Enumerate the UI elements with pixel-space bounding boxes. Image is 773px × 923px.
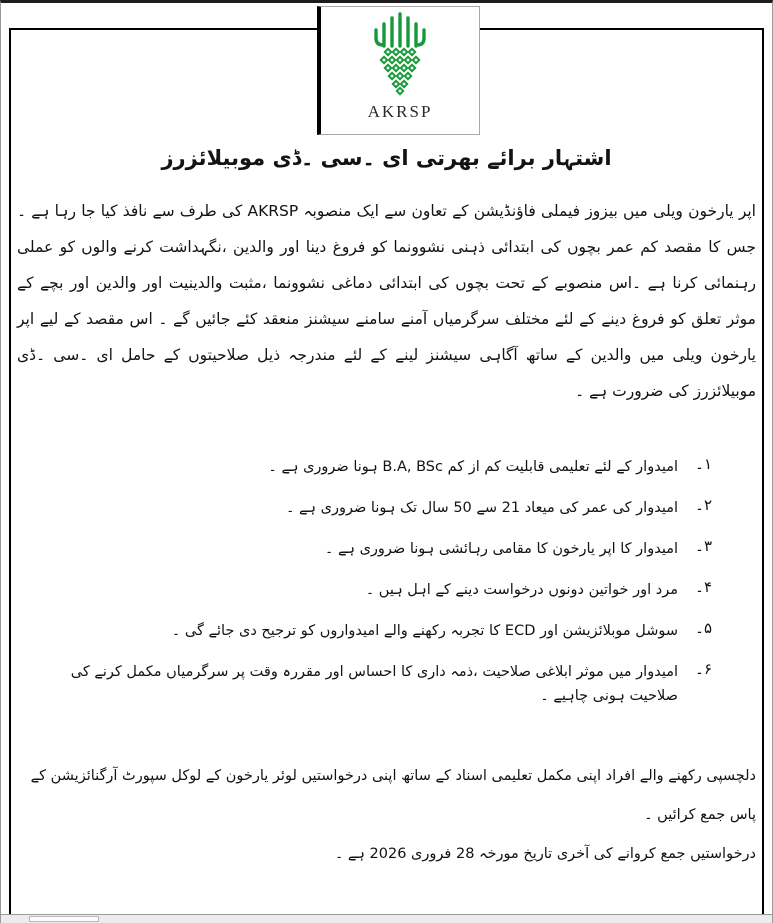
closing-paragraph [17,757,756,874]
horizontal-scrollbar[interactable] [1,914,772,923]
item-number: ۵۔ [695,619,712,637]
item-number: ۶۔ [695,660,712,678]
item-number: ۴۔ [695,578,712,596]
scrollbar-thumb[interactable] [29,916,99,922]
closing-line: درخواستیں جمع کروانے کی آخری تاریخ مورخہ 28 فروری 2026 ہے ۔ [334,846,756,862]
item-text: امیدوار میں موثر ابلاغی صلاحیت ،ذمہ داری کا احساس اور مقررہ وقت پر سرگرمیاں مکمل کرنے کی صلاحیت ہونی چاہیے ۔ [70,664,678,704]
item-number: ۳۔ [695,537,712,555]
akrsp-logo-icon [368,12,432,100]
closing-line: دلچسپی رکھنے والے افراد اپنی مکمل تعلیمی اسناد کے ساتھ اپنی درخواستیں لوئر یارخون کے لوکل سپورٹ آرگنائزیشن کے پاس جمع کرائیں ۔ [30,768,756,823]
list-item [31,535,712,576]
item-text: امیدوار کے لئے تعلیمی قابلیت کم از کم B.A, BSc ہونا ضروری ہے ۔ [268,459,678,475]
list-item [31,494,712,535]
intro-paragraph: اپر یارخون ویلی میں بیزوز فیملی فاؤنڈیشن کے تعاون سے ایک منصوبہ AKRSP کی طرف سے نافذ کیا جا رہا ہے ۔جس کا مقصد کم عمر بچوں کی ابتدائی ذہنی نشوونما کو فروغ دینا اور والدین ،نگہداشت کرنے والوں کو عملی رہنمائی کرنا ہے ۔اس منصوبے کے تحت بچوں کی ابتدائی دماغی نشوونما ،مثبت والدینیت اور والدین اور بچے کے موثر تعلق کو فروغ دینے کے لئے مختلف سرگرمیاں آمنے سامنے سیشنز منعقد کئے جائیں گے ۔ اس مقصد کے لیے اپر یارخون ویلی میں والدین کے ساتھ آگاہی سیشنز لینے کے لئے مندرجہ ذیل صلاحیتوں کے حامل ای ۔سی ۔ڈی موبیلائزرز کی ضرورت ہے ۔ [17,202,756,400]
item-text: مرد اور خواتین دونوں درخواست دینے کے اہل ہیں ۔ [365,582,678,598]
item-text: سوشل موبلائزیشن اور ECD کا تجربہ رکھنے والے امیدواروں کو ترجیح دی جائے گی ۔ [171,623,678,639]
list-item [31,576,712,617]
list-item [31,453,712,494]
ad-title: اشتہار برائے بھرتی ای ۔سی ۔ڈی موبیلائزرز [161,146,612,170]
list-item [31,617,712,658]
logo-text: AKRSP [367,102,433,121]
item-text: امیدوار کی عمر کی میعاد 21 سے 50 سال تک ہونا ضروری ہے ۔ [285,500,678,516]
item-text: امیدوار کا اپر یارخون کا مقامی رہائشی ہونا ضروری ہے ۔ [324,541,678,557]
item-number: ۱۔ [695,455,712,473]
logo-box [317,6,480,135]
item-number: ۲۔ [695,496,712,514]
requirements-list [31,453,712,708]
list-item [31,658,712,708]
